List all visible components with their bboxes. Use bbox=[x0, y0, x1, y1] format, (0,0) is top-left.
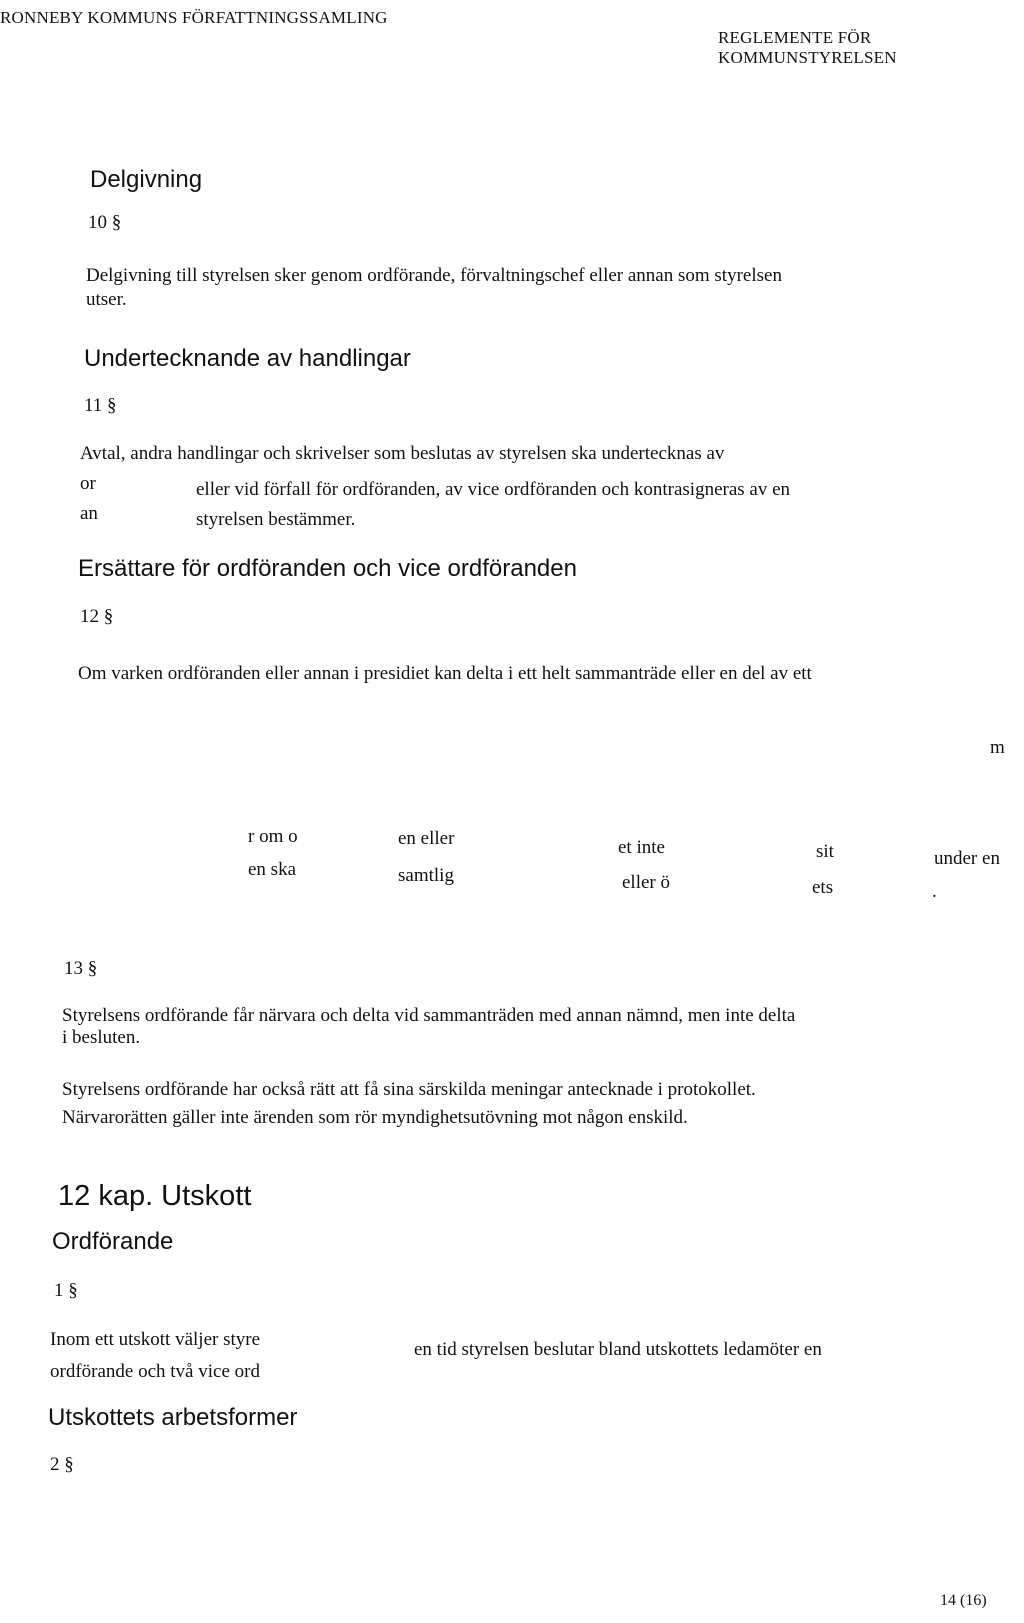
utskott-text-line1-right: en tid styrelsen beslutar bland utskottets ledamöter en bbox=[414, 1339, 822, 1360]
heading-delgivning: Delgivning bbox=[90, 166, 203, 193]
ersattare-fragment-m: m bbox=[990, 737, 1005, 758]
utskott-text-line2-left: ordförande och två vice ord bbox=[50, 1361, 260, 1382]
ersattare-fragment: en eller bbox=[398, 828, 455, 849]
ersattare-fragment: . bbox=[932, 881, 937, 902]
narvaro-text-line4: Närvarorätten gäller inte ärenden som rör myndighetsutövning mot någon enskild. bbox=[62, 1107, 688, 1128]
paragraph-number-13: 13 § bbox=[64, 958, 98, 979]
narvaro-text-line3: Styrelsens ordförande har också rätt att få sina särskilda meningar antecknade i protokollet. bbox=[62, 1079, 756, 1100]
delgivning-text-line2: utser. bbox=[86, 289, 127, 310]
heading-ersattare: Ersättare för ordföranden och vice ordföranden bbox=[78, 555, 577, 582]
chapter-title: 12 kap. Utskott bbox=[58, 1180, 252, 1212]
ersattare-fragment: under en bbox=[934, 848, 1000, 869]
ersattare-fragment: r om o bbox=[248, 826, 298, 847]
underteckning-text-line3-left: an bbox=[80, 503, 98, 524]
underteckning-text-line2-left: or bbox=[80, 473, 96, 494]
header-doc-title-line1: REGLEMENTE FÖR bbox=[718, 28, 872, 47]
ersattare-fragment: samtlig bbox=[398, 865, 454, 886]
header-doc-title-line2: KOMMUNSTYRELSEN bbox=[718, 48, 897, 67]
underteckning-text-line2-right: eller vid förfall för ordföranden, av vice ordföranden och kontrasigneras av en bbox=[196, 479, 791, 500]
underteckning-text-line1: Avtal, andra handlingar och skrivelser som beslutas av styrelsen ska undertecknas av bbox=[80, 443, 725, 464]
heading-ordforande: Ordförande bbox=[52, 1228, 174, 1255]
heading-arbetsformer: Utskottets arbetsformer bbox=[48, 1404, 298, 1431]
heading-undertecknande: Undertecknande av handlingar bbox=[84, 345, 411, 372]
utskott-text-line1-left: Inom ett utskott väljer styre bbox=[50, 1329, 261, 1350]
ersattare-fragment: eller ö bbox=[622, 872, 671, 893]
paragraph-number-1: 1 § bbox=[54, 1280, 78, 1301]
narvaro-text-line2: i besluten. bbox=[62, 1027, 141, 1048]
ersattare-fragment: en ska bbox=[248, 859, 297, 880]
delgivning-text-line1: Delgivning till styrelsen sker genom ordförande, förvaltningschef eller annan som styrelsen bbox=[86, 265, 782, 286]
page-number: 14 (16) bbox=[940, 1592, 987, 1609]
narvaro-text-line1: Styrelsens ordförande får närvara och delta vid sammanträden med annan nämnd, men inte delta bbox=[62, 1005, 796, 1026]
ersattare-fragment: ets bbox=[812, 877, 834, 898]
header-municipality: RONNEBY KOMMUNS FÖRFATTNINGSSAMLING bbox=[0, 8, 388, 27]
ersattare-fragment: sit bbox=[816, 841, 834, 862]
paragraph-number-10: 10 § bbox=[88, 212, 122, 233]
ersattare-text-line1: Om varken ordföranden eller annan i presidiet kan delta i ett helt sammanträde eller en del av ett bbox=[78, 663, 812, 684]
paragraph-number-12: 12 § bbox=[80, 606, 114, 627]
paragraph-number-11: 11 § bbox=[84, 395, 117, 416]
paragraph-number-2: 2 § bbox=[50, 1454, 74, 1475]
underteckning-text-line3-right: styrelsen bestämmer. bbox=[196, 509, 356, 530]
ersattare-fragment: et inte bbox=[618, 837, 665, 858]
